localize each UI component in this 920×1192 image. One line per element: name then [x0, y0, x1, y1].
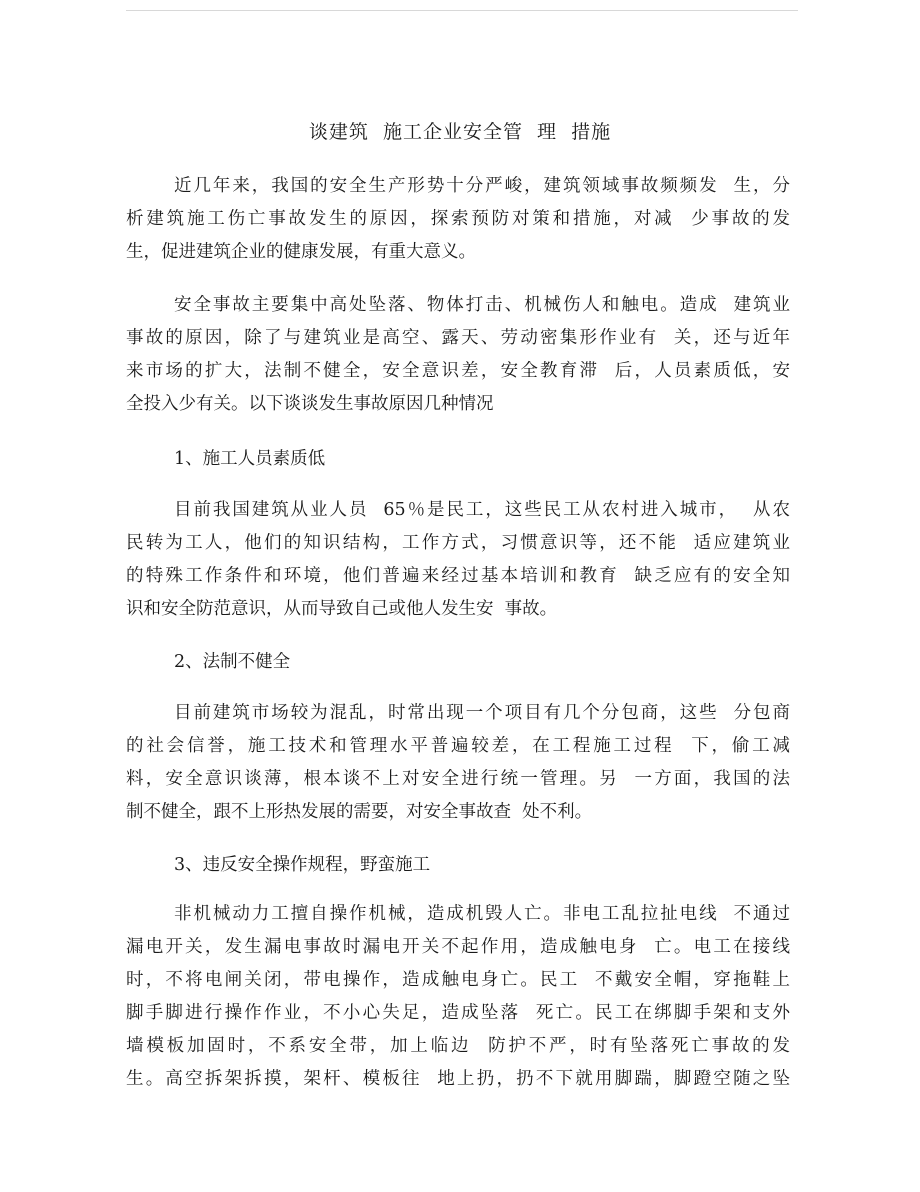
- paragraph-line: 民转为工人，他们的知识结构，工作方式，习惯意识等，还不能 适应建筑业: [126, 533, 790, 553]
- paragraph-line: 制不健全，跟不上形热发展的需要，对安全事故查 处不利。: [126, 802, 593, 822]
- paragraph-line: 时，不将电闸关闭，带电操作，造成触电身亡。民工 不戴安全帽，穿拖鞋上: [126, 970, 790, 990]
- intro-paragraph: [126, 170, 790, 269]
- paragraph-line: 全投入少有关。以下谈谈发生事故原因几种情况: [126, 394, 494, 414]
- document-title: 谈建筑 施工企业安全管 理 措施: [308, 121, 612, 143]
- paragraph-line: 事故的原因，除了与建筑业是高空、露天、劳动密集形作业有 关，还与近年: [126, 328, 790, 348]
- section-1-paragraph: [126, 494, 790, 626]
- paragraph-line: 析建筑施工伤亡事故发生的原因，探索预防对策和措施，对减 少事故的发: [126, 209, 790, 229]
- section-2-paragraph: [126, 697, 790, 829]
- paragraph-line: 目前我国建筑从业人员 65％是民工，这些民工从农村进入城市， 从农: [174, 500, 790, 520]
- paragraph-line: 来市场的扩大，法制不健全，安全意识差，安全教育滞 后，人员素质低，安: [126, 361, 790, 381]
- overview-paragraph: [126, 289, 790, 421]
- page-top-rule: [126, 10, 798, 11]
- paragraph-line: 墙模板加固时，不系安全带，加上临边 防护不严，时有坠落死亡事故的发: [126, 1036, 790, 1056]
- paragraph-line: 漏电开关，发生漏电事故时漏电开关不起作用，造成触电身 亡。电工在接线: [126, 937, 790, 957]
- section-heading-1: 1、施工人员素质低: [174, 449, 326, 469]
- paragraph-line: 目前建筑市场较为混乱，时常出现一个项目有几个分包商，这些 分包商: [174, 703, 790, 723]
- paragraph-line: 生。高空拆架拆摸，架杆、模板往 地上扔，扔不下就用脚踹，脚蹬空随之坠: [126, 1069, 790, 1089]
- paragraph-line: 非机械动力工擅自操作机械，造成机毁人亡。非电工乱拉扯电线 不通过: [174, 904, 790, 924]
- paragraph-line: 的特殊工作条件和环境，他们普遍来经过基本培训和教育 缺乏应有的安全知: [126, 566, 790, 586]
- paragraph-line: 脚手脚进行操作作业，不小心失足，造成坠落 死亡。民工在绑脚手架和支外: [126, 1003, 790, 1023]
- paragraph-line: 近几年来，我国的安全生产形势十分严峻，建筑领域事故频频发 生，分: [174, 176, 790, 196]
- section-heading-2: 2、法制不健全: [174, 652, 291, 672]
- section-3-paragraph: [126, 898, 790, 1096]
- paragraph-line: 的社会信誉，施工技术和管理水平普遍较差，在工程施工过程 下，偷工减: [126, 736, 790, 756]
- paragraph-line: 料，安全意识谈薄，根本谈不上对安全进行统一管理。另 一方面，我国的法: [126, 769, 790, 789]
- paragraph-line: 识和安全防范意识，从而导致自己或他人发生安 事故。: [126, 599, 558, 619]
- section-heading-3: 3、违反安全操作规程，野蛮施工: [174, 855, 431, 875]
- paragraph-line: 安全事故主要集中高处坠落、物体打击、机械伤人和触电。造成 建筑业: [174, 295, 790, 315]
- paragraph-line: 生，促进建筑企业的健康发展，有重大意义。: [126, 242, 476, 262]
